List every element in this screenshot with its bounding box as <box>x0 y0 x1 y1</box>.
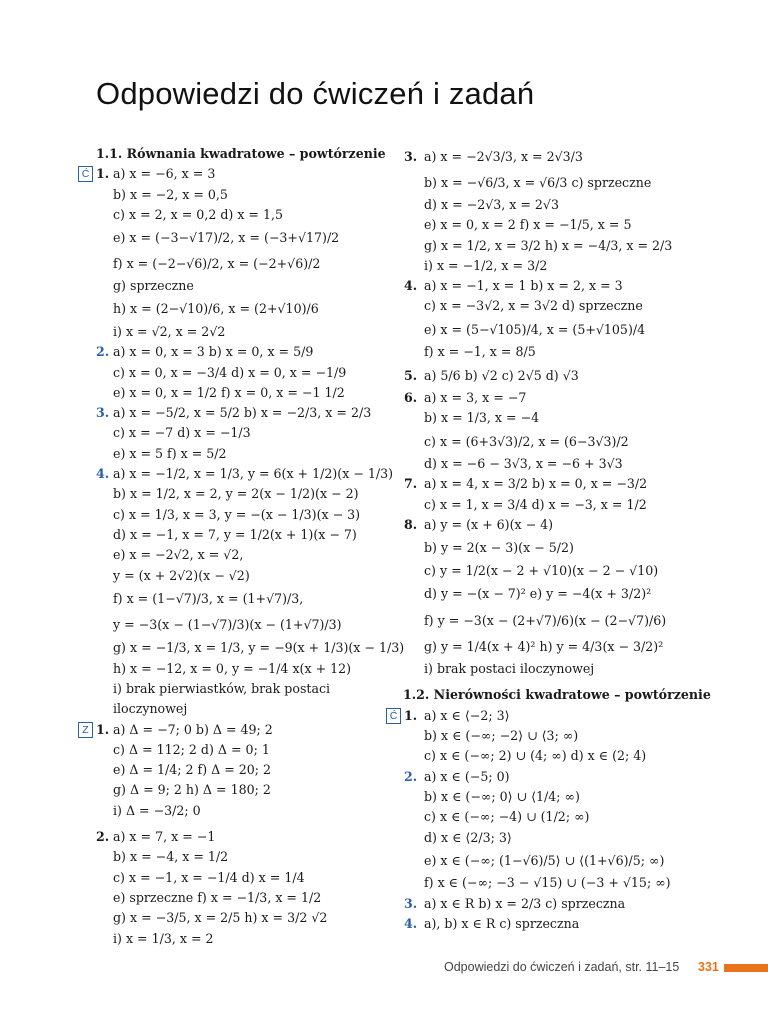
answer-line <box>78 276 390 296</box>
answer-line <box>386 706 686 726</box>
answer-text: f) y = −3(x − (2+√7)/6)(x − (2−√7)/6) <box>424 612 667 628</box>
answer-text: i) brak postaci iloczynowej <box>424 661 595 677</box>
answer-line <box>78 801 390 821</box>
answer-text: a), b) x ∈ R c) sprzeczna <box>424 915 580 931</box>
answer-text: g) sprzeczne <box>113 278 194 294</box>
answer-text: f) x ∈ (−∞; −3 − √15) ∪ (−3 + √15; ∞) <box>424 875 671 891</box>
answer-text: b) x = −4, x = 1/2 <box>113 849 229 865</box>
answer-line <box>78 423 390 443</box>
answer-line <box>78 464 394 484</box>
answer-text: e) x = 0, x = 2 f) x = −1/5, x = 5 <box>424 217 632 233</box>
answer-line <box>386 634 686 660</box>
answer-text: c) x = 1, x = 3/4 d) x = −3, x = 1/2 <box>424 496 647 512</box>
answer-line <box>386 495 686 515</box>
answer-line <box>386 561 686 581</box>
answer-text: e) sprzeczne f) x = −1/3, x = 1/2 <box>113 889 322 905</box>
answer-text: d) x = −2√3, x = 2√3 <box>424 197 559 212</box>
answer-line <box>78 296 390 322</box>
answer-text: b) y = 2(x − 3)(x − 5/2) <box>424 540 574 556</box>
answer-text: e) x = (−3−√17)/2, x = (−3+√17)/2 <box>113 230 340 246</box>
answer-line <box>78 659 390 679</box>
answer-line <box>78 908 390 928</box>
exercise-number: 3. <box>404 149 418 164</box>
answer-text: b) x = −√6/3, x = √6/3 c) sprzeczne <box>424 174 652 190</box>
answer-line <box>78 525 390 545</box>
answer-text: h) x = (2−√10)/6, x = (2+√10)/6 <box>113 301 319 317</box>
section-title: 1.1. Równania kwadratowe – powtórzenie <box>96 146 386 161</box>
answer-text: d) x = −6 − 3√3, x = −6 + 3√3 <box>424 456 623 472</box>
answer-text: c) x ∈ (−∞; 2) ∪ (4; ∞) d) x ∈ (2; 4) <box>424 748 647 764</box>
exercise-number: 5. <box>404 367 418 383</box>
answer-line <box>78 383 390 403</box>
answer-line <box>78 251 390 277</box>
answer-text: a) y = (x + 6)(x − 4) <box>424 517 554 533</box>
answer-line <box>386 515 686 535</box>
answer-text: f) x = −1, x = 8/5 <box>424 344 536 360</box>
section-title: 1.2. Nierówności kwadratowe – powtórzenie <box>403 687 711 703</box>
answer-text: c) x = −3√2, x = 3√2 d) sprzeczne <box>424 298 643 314</box>
answer-text: b) x ∈ (−∞; −2⟩ ∪ ⟨3; ∞) <box>424 728 579 744</box>
exercise-number: 1. <box>404 707 418 723</box>
answer-text: g) x = 1/2, x = 3/2 h) x = −4/3, x = 2/3 <box>424 237 673 253</box>
answer-text: a) x ∈ ⟨−2; 3⟩ <box>424 707 510 723</box>
answer-line <box>386 296 686 316</box>
answer-line <box>386 144 686 170</box>
answer-line <box>78 888 390 908</box>
answer-line <box>386 474 686 494</box>
answer-line <box>386 894 686 914</box>
exercise-number: 6. <box>404 390 418 406</box>
page-title: Odpowiedzi do ćwiczeń i zadań <box>96 76 535 111</box>
cwiczenia-badge: Ć <box>78 166 93 182</box>
answer-text: i) x = −1/2, x = 3/2 <box>424 257 548 273</box>
answer-line <box>386 726 686 746</box>
answer-line <box>78 225 390 251</box>
answer-text: c) x = 0, x = −3/4 d) x = 0, x = −1/9 <box>113 364 347 380</box>
answer-line <box>78 342 390 362</box>
answer-text: f) x = (1−√7)/3, x = (1+√7)/3, <box>113 590 304 606</box>
answer-line <box>386 828 686 848</box>
answer-line <box>78 322 390 342</box>
answer-text: d) x ∈ ⟨2/3; 3⟩ <box>424 829 512 845</box>
exercise-number: 7. <box>404 476 418 492</box>
answer-line <box>78 545 390 565</box>
answer-line <box>78 847 390 867</box>
answer-text: i) brak pierwiastków, brak postaci <box>113 680 331 696</box>
answer-line <box>78 205 390 225</box>
answer-line <box>386 873 686 893</box>
answer-text: c) x = 1/3, x = 3, y = −(x − 1/3)(x − 3) <box>113 506 361 522</box>
answer-text: a) x = 4, x = 3/2 b) x = 0, x = −3/2 <box>424 476 648 492</box>
answer-text: a) x = −1/2, x = 1/3, y = 6(x + 1/2)(x − 1/3) <box>113 466 394 482</box>
exercise-number: 3. <box>96 405 110 421</box>
answer-line <box>386 236 686 256</box>
answer-text: a) x = 0, x = 3 b) x = 0, x = 5/9 <box>113 344 314 360</box>
answer-line <box>386 363 686 389</box>
answer-line <box>78 185 390 205</box>
answer-text: c) y = 1/2(x − 2 + √10)(x − 2 − √10) <box>424 562 659 578</box>
answer-text: a) Δ = −7; 0 b) Δ = 49; 2 <box>113 721 273 737</box>
answer-text: i) Δ = −3/2; 0 <box>113 802 201 818</box>
answer-line <box>386 787 686 807</box>
answer-text: e) x = 5 f) x = 5/2 <box>113 445 227 461</box>
answer-text: b) x = 1/2, x = 2, y = 2(x − 1/2)(x − 2) <box>113 486 359 502</box>
answer-line <box>78 444 390 464</box>
answer-line <box>386 807 686 827</box>
answer-line <box>386 914 686 934</box>
section-heading <box>386 685 711 705</box>
answer-line <box>386 581 686 607</box>
answer-line <box>386 454 686 474</box>
zadania-badge: Z <box>78 722 93 738</box>
footer-caption: Odpowiedzi do ćwiczeń i zadań, str. 11–15 <box>444 960 680 974</box>
answer-line <box>386 170 686 196</box>
answer-line <box>386 317 686 343</box>
answer-text: e) x = −2√2, x = √2, <box>113 547 244 563</box>
answer-text: c) Δ = 112; 2 d) Δ = 0; 1 <box>113 741 270 757</box>
answer-line <box>386 535 686 561</box>
answer-text: i) x = √2, x = 2√2 <box>113 323 226 339</box>
answer-text: c) x = 2, x = 0,2 d) x = 1,5 <box>113 206 284 222</box>
answer-line <box>78 868 390 888</box>
answer-text: g) x = −1/3, x = 1/3, y = −9(x + 1/3)(x − 1/3) <box>113 640 405 656</box>
answer-text: c) x = −7 d) x = −1/3 <box>113 425 251 441</box>
cwiczenia-badge: Ć <box>386 708 401 724</box>
answer-line <box>386 746 686 766</box>
right-answer-column <box>386 144 711 934</box>
exercise-number: 2. <box>404 768 418 784</box>
answer-line <box>78 740 390 760</box>
answer-text: b) x = 1/3, x = −4 <box>424 410 540 426</box>
answer-line <box>386 429 686 455</box>
answer-line <box>386 388 686 408</box>
answer-text: d) y = −(x − 7)² e) y = −4(x + 3/2)² <box>424 586 652 602</box>
answer-line <box>78 827 390 847</box>
exercise-number: 4. <box>404 278 418 294</box>
answer-text: a) x = −6, x = 3 <box>113 166 216 182</box>
answer-line <box>78 586 390 612</box>
answer-text: e) x ∈ (−∞; (1−√6)/5⟩ ∪ ⟨(1+√6)/5; ∞) <box>424 852 665 868</box>
answer-line <box>386 215 686 235</box>
answer-line <box>78 566 390 586</box>
answer-text: a) x = −2√3/3, x = 2√3/3 <box>424 149 583 164</box>
exercise-number: 2. <box>96 344 110 360</box>
left-answer-column <box>78 144 405 949</box>
exercise-number: 4. <box>96 466 110 482</box>
answer-line <box>78 505 390 525</box>
answer-line <box>78 720 390 740</box>
answer-line <box>386 256 686 276</box>
answer-line <box>386 607 686 634</box>
answer-line <box>78 164 390 184</box>
answer-line <box>386 767 686 787</box>
answer-line <box>78 638 405 658</box>
exercise-number: 2. <box>96 829 110 845</box>
answer-text: g) x = −3/5, x = 2/5 h) x = 3/2 √2 <box>113 910 328 926</box>
exercise-number: 1. <box>96 721 110 737</box>
answer-line <box>78 699 390 719</box>
answer-text: g) y = 1/4(x + 4)² h) y = 4/3(x − 3/2)² <box>424 638 664 654</box>
answer-text: a) x = −1, x = 1 b) x = 2, x = 3 <box>424 278 623 294</box>
exercise-number: 4. <box>404 915 418 931</box>
answer-text: h) x = −12, x = 0, y = −1/4 x(x + 12) <box>113 660 352 676</box>
answer-line <box>386 342 686 362</box>
answer-line <box>386 195 686 215</box>
answer-text: d) x = −1, x = 7, y = 1/2(x + 1)(x − 7) <box>113 526 357 542</box>
answer-text: a) x = 3, x = −7 <box>424 390 527 406</box>
answer-text: iloczynowej <box>113 701 188 717</box>
answer-text: e) x = (5−√105)/4, x = (5+√105)/4 <box>424 321 646 337</box>
answer-line <box>78 929 390 949</box>
page-number: 331 <box>698 960 719 974</box>
section-heading <box>78 144 390 164</box>
answer-text: c) x = −1, x = −1/4 d) x = 1/4 <box>113 869 305 885</box>
page-tab-marker <box>724 964 768 972</box>
answer-line <box>386 659 686 679</box>
exercise-number: 8. <box>404 517 418 533</box>
answer-text: c) x = (6+3√3)/2, x = (6−3√3)/2 <box>424 433 629 449</box>
answer-line <box>78 611 390 638</box>
answer-text: f) x = (−2−√6)/2, x = (−2+√6)/2 <box>113 255 321 271</box>
answer-text: g) Δ = 9; 2 h) Δ = 180; 2 <box>113 782 271 798</box>
answer-text: e) Δ = 1/4; 2 f) Δ = 20; 2 <box>113 762 272 778</box>
answer-line <box>386 408 686 428</box>
answer-text: a) x ∈ (−5; 0) <box>424 768 510 784</box>
answer-text: e) x = 0, x = 1/2 f) x = 0, x = −1 1/2 <box>113 384 345 400</box>
answer-text: y = (x + 2√2)(x − √2) <box>113 567 250 583</box>
answer-text: a) x = −5/2, x = 5/2 b) x = −2/3, x = 2/3 <box>113 405 372 421</box>
answer-line <box>386 276 686 296</box>
answer-line <box>386 848 686 874</box>
answer-line <box>78 403 390 423</box>
answer-line <box>78 363 390 383</box>
answer-text: i) x = 1/3, x = 2 <box>113 930 214 946</box>
answer-line <box>78 679 390 699</box>
exercise-number: 3. <box>404 895 418 911</box>
answer-text: y = −3(x − (1−√7)/3)(x − (1+√7)/3) <box>113 617 342 633</box>
answer-text: c) x ∈ (−∞; −4) ∪ (1/2; ∞) <box>424 809 590 825</box>
answer-text: b) x ∈ (−∞; 0⟩ ∪ ⟨1/4; ∞) <box>424 788 580 804</box>
answer-text: b) x = −2, x = 0,5 <box>113 186 228 202</box>
answer-line <box>78 484 390 504</box>
answer-text: a) x = 7, x = −1 <box>113 829 216 845</box>
answer-line <box>78 760 390 780</box>
answer-text: a) x ∈ R b) x = 2/3 c) sprzeczna <box>424 895 626 911</box>
answer-text: a) 5/6 b) √2 c) 2√5 d) √3 <box>424 367 579 383</box>
answer-line <box>78 780 390 800</box>
exercise-number: 1. <box>96 166 110 182</box>
